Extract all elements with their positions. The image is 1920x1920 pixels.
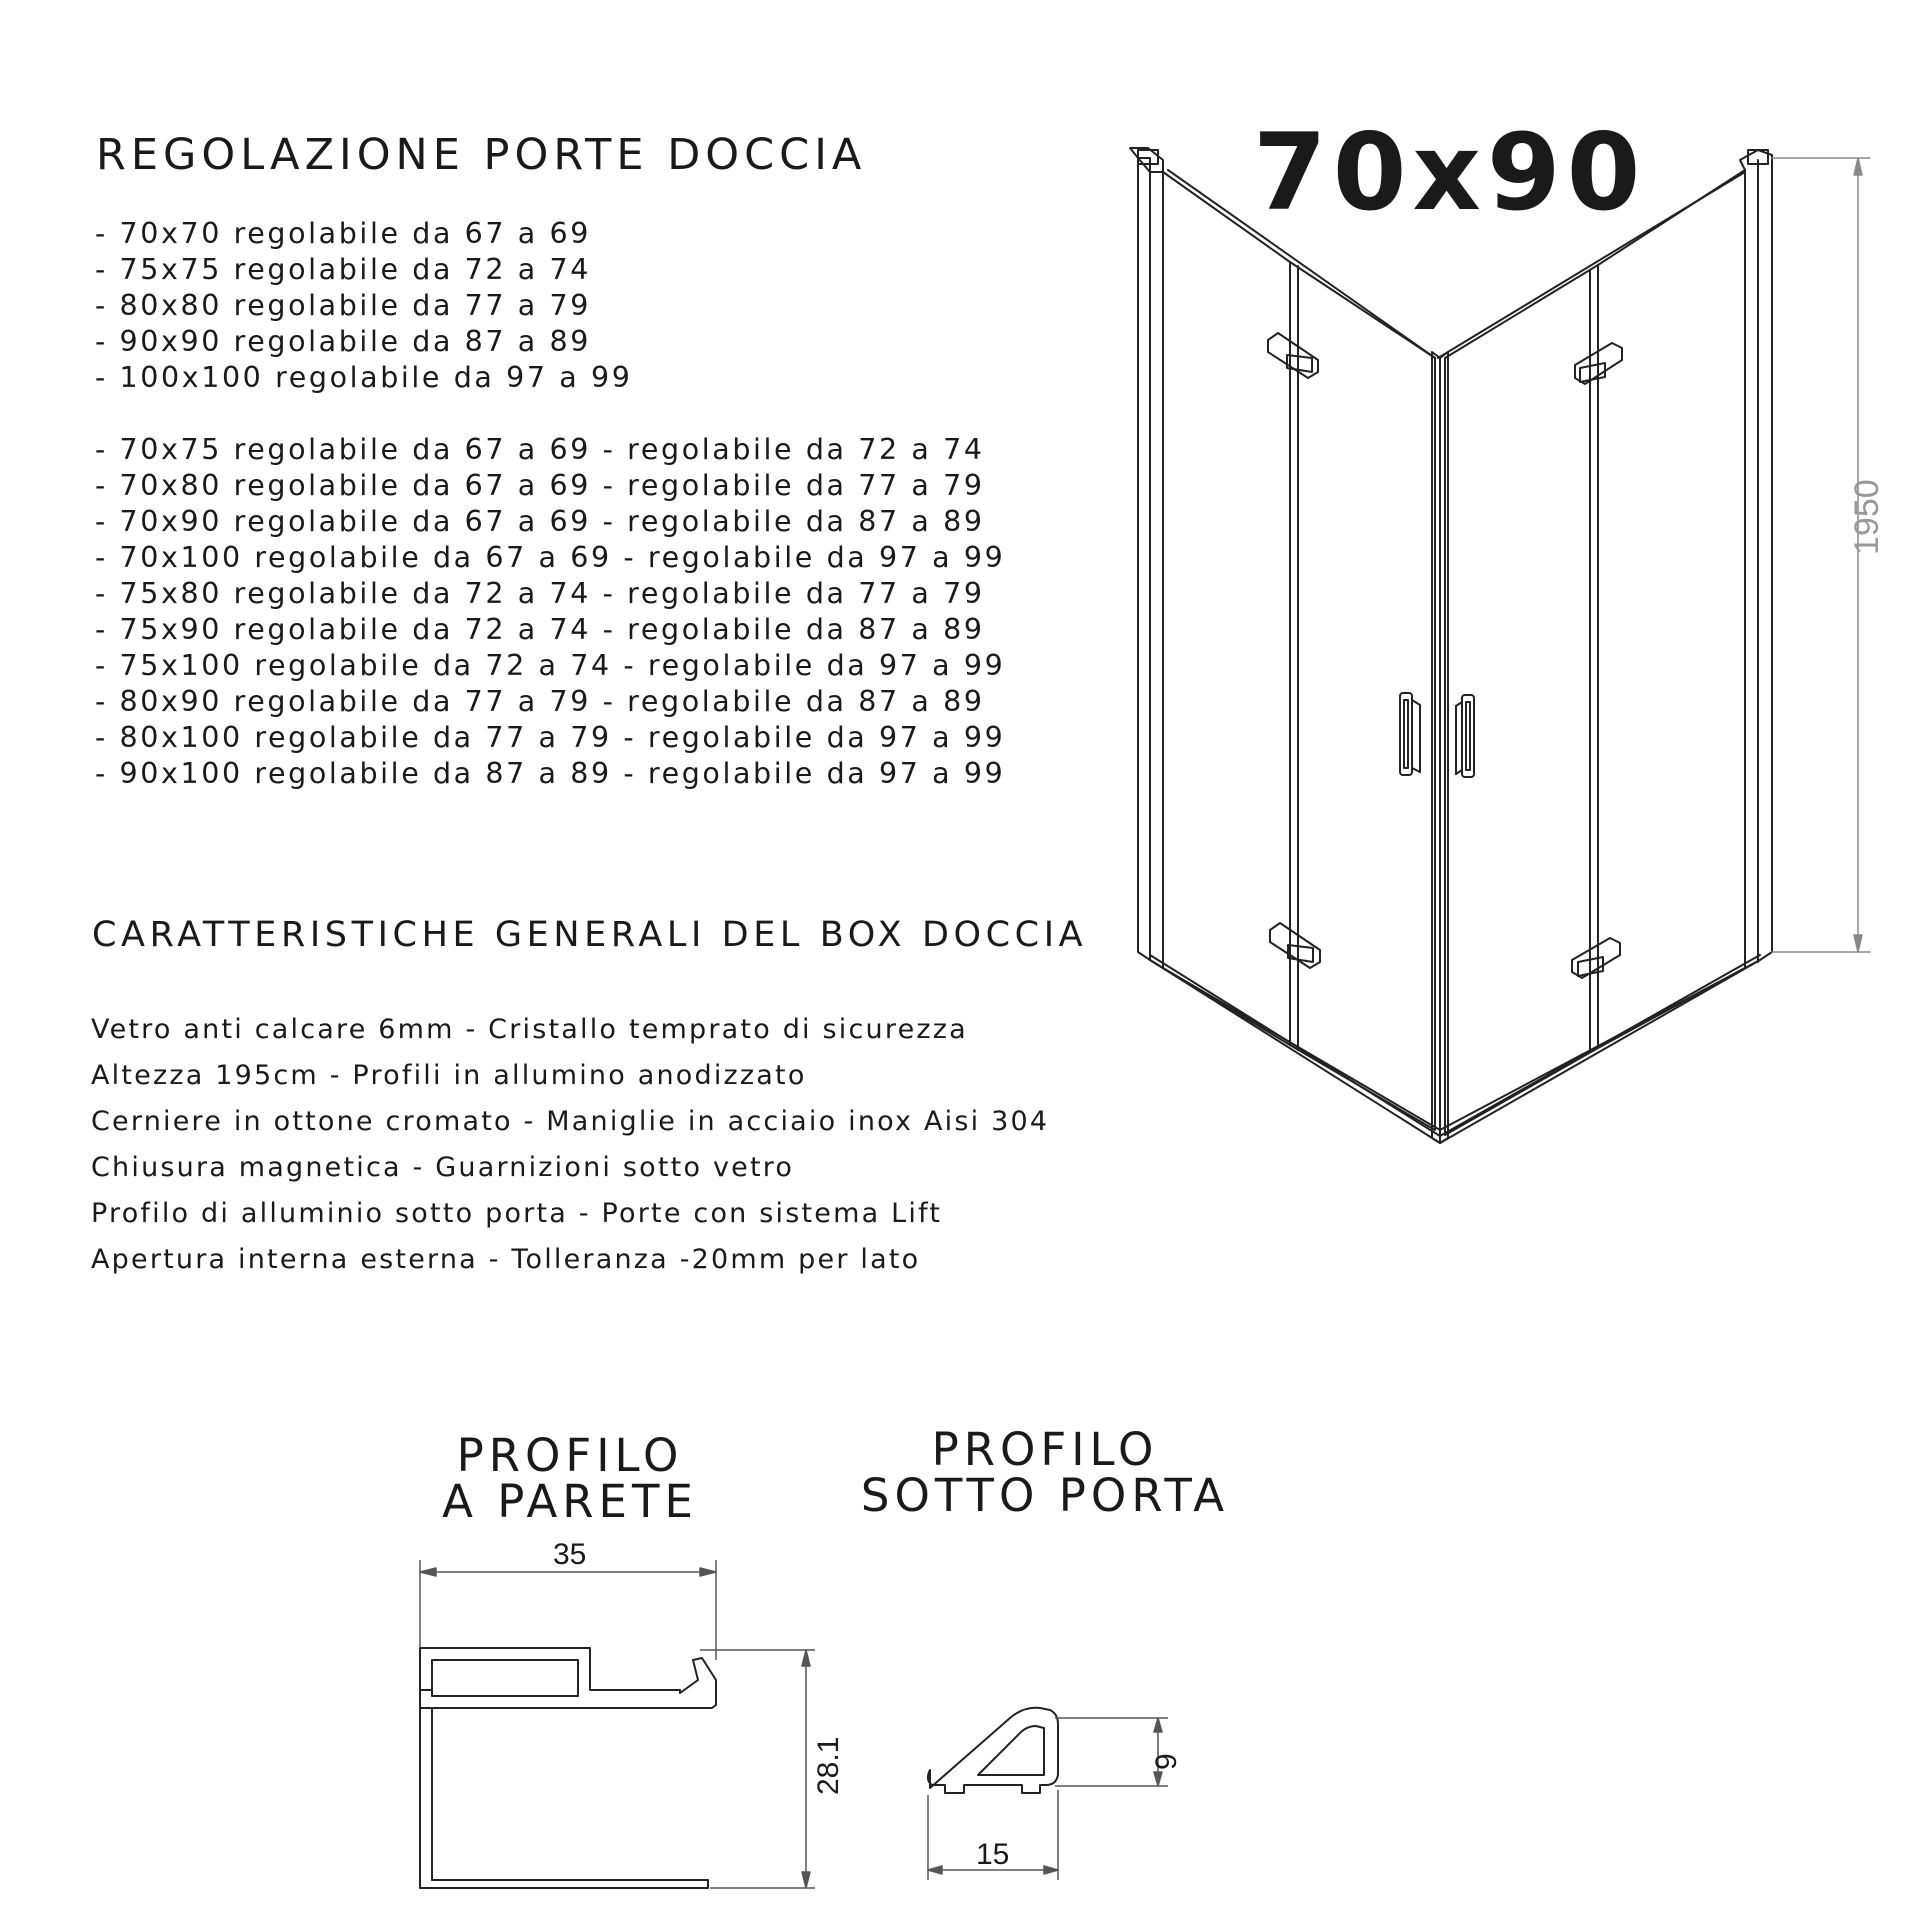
door-profile-title: PROFILO SOTTO PORTA <box>860 1423 1230 1522</box>
door-profile-height-label: 9 <box>1150 1753 1183 1770</box>
highlighted-list-item: - 70x90 regolabile da 67 a 69 - regolabile da 87 a 89 <box>95 504 1005 540</box>
door-profile-dimensions <box>928 1718 1168 1880</box>
list-item: - 75x80 regolabile da 72 a 74 - regolabile da 77 a 79 <box>95 577 985 610</box>
list-item: - 70x100 regolabile da 67 a 69 - regolabile da 97 a 99 <box>95 541 1006 574</box>
feature-item: Chiusura magnetica - Guarnizioni sotto vetro <box>91 1152 795 1183</box>
feature-item: Apertura interna esterna - Tolleranza -20mm per lato <box>91 1244 921 1275</box>
list-item: - 80x90 regolabile da 77 a 79 - regolabile da 87 a 89 <box>95 685 985 718</box>
door-profile-section <box>928 1708 1058 1793</box>
list-item: - 100x100 regolabile da 97 a 99 <box>95 361 633 394</box>
list-item: - 90x100 regolabile da 87 a 89 - regolabile da 97 a 99 <box>95 757 1006 790</box>
feature-item: Altezza 195cm - Profili in allumino anodizzato <box>91 1060 807 1091</box>
wall-profile-title: PROFILO A PARETE <box>442 1429 698 1528</box>
feature-item: Vetro anti calcare 6mm - Cristallo temprato di sicurezza <box>91 1014 968 1045</box>
wall-profile-section <box>420 1648 716 1888</box>
wall-profile-dimensions <box>420 1560 815 1888</box>
adjustment-title: REGOLAZIONE PORTE DOCCIA <box>96 130 867 180</box>
list-item: - 70x80 regolabile da 67 a 69 - regolabile da 77 a 79 <box>95 469 985 502</box>
list-item: - 90x90 regolabile da 87 a 89 <box>95 325 591 358</box>
list-item: - 75x90 regolabile da 72 a 74 - regolabile da 87 a 89 <box>95 613 985 646</box>
features-title: CARATTERISTICHE GENERALI DEL BOX DOCCIA <box>92 915 1088 955</box>
list-item: - 80x100 regolabile da 77 a 79 - regolabile da 97 a 99 <box>95 721 1006 754</box>
list-item: - 75x75 regolabile da 72 a 74 <box>95 253 591 286</box>
list-item: - 80x80 regolabile da 77 a 79 <box>95 289 591 322</box>
list-item: - 70x75 regolabile da 67 a 69 - regolabile da 72 a 74 <box>95 433 985 466</box>
door-profile-width-label: 15 <box>976 1838 1010 1871</box>
wall-profile-height-label: 28.1 <box>812 1736 845 1795</box>
wall-profile-width-label: 35 <box>553 1538 587 1571</box>
feature-item: Profilo di alluminio sotto porta - Porte con sistema Lift <box>91 1198 943 1229</box>
size-label: 70x90 <box>1253 111 1647 234</box>
feature-item: Cerniere in ottone cromato - Maniglie in acciaio inox Aisi 304 <box>91 1106 1050 1137</box>
height-dimension-label: 1950 <box>1848 479 1886 555</box>
list-item: - 70x70 regolabile da 67 a 69 <box>95 217 591 250</box>
list-item: - 75x100 regolabile da 72 a 74 - regolabile da 97 a 99 <box>95 649 1006 682</box>
